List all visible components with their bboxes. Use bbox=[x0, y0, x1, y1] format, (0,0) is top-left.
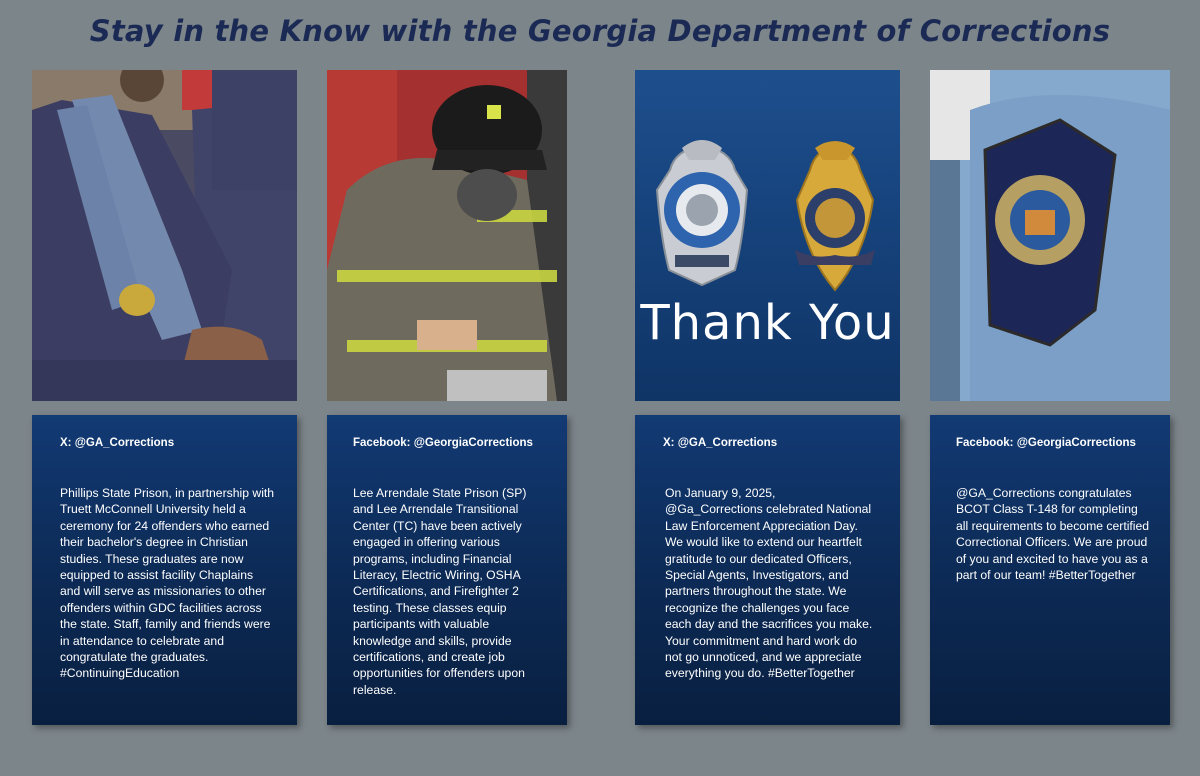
post-text: Phillips State Prison, in partnership with Truett McConnell University held a ceremony for 24 offenders who earned their bachelor's degree in Christian studies. These graduates are now equipped to assist facility Chaplains and will serve as missionaries to other offenders within GDC facilities across the state. Staff, family and friends were in attendance to celebrate and congratulate the graduates. #ContinuingEducation bbox=[60, 486, 275, 681]
social-post-card bbox=[327, 415, 567, 725]
uniform-patch-photo bbox=[930, 70, 1170, 401]
firefighter-training-photo bbox=[327, 70, 567, 401]
graduation-illustration bbox=[32, 70, 297, 401]
post-text: @GA_Corrections congratulates BCOT Class T-148 for completing all requirements to become certified Correctional Officers. We are proud of you and excited to have you as a part of our team! #BetterTogether bbox=[956, 486, 1150, 583]
social-handle-link[interactable]: Facebook: @GeorgiaCorrections bbox=[956, 437, 1136, 449]
corrections-badge-icon bbox=[657, 140, 747, 285]
social-handle-link[interactable]: X: @GA_Corrections bbox=[663, 437, 778, 449]
firefighter-illustration bbox=[327, 70, 567, 401]
badges-thank-you-graphic bbox=[635, 70, 900, 401]
post-text: On January 9, 2025, @Ga_Corrections celebrated National Law Enforcement Appreciation Day. We would like to extend our heartfelt gratitude to our dedicated Officers, Special Agents, Investigators, and partners throughout the state. We recognize the challenges you face each day and the sacrifices you make. Your commitment and hard work do not go unnoticed, and we appreciate everything you do. #BetterTogether bbox=[665, 486, 873, 681]
social-post-card bbox=[635, 415, 900, 725]
thank-you-caption: Thank You bbox=[640, 295, 895, 351]
graduation-photo bbox=[32, 70, 297, 401]
social-post-card bbox=[32, 415, 297, 725]
special-agent-badge-icon bbox=[795, 141, 875, 290]
social-handle-link[interactable]: X: @GA_Corrections bbox=[60, 437, 175, 449]
social-handle-link[interactable]: Facebook: @GeorgiaCorrections bbox=[353, 437, 533, 449]
page-title: Stay in the Know with the Georgia Department of Corrections bbox=[89, 14, 1111, 48]
patch-illustration bbox=[930, 70, 1170, 401]
badges-illustration bbox=[635, 70, 900, 401]
social-post-card bbox=[930, 415, 1170, 725]
post-text: Lee Arrendale State Prison (SP) and Lee Arrendale Transitional Center (TC) have been actively engaged in offering various programs, including Financial Literacy, Electric Wiring, OSHA Certifications, and Firefighter 2 testing. These classes equip participants with valuable knowledge and skills, provide certifications, and create job opportunities for offenders upon release. bbox=[353, 486, 527, 697]
